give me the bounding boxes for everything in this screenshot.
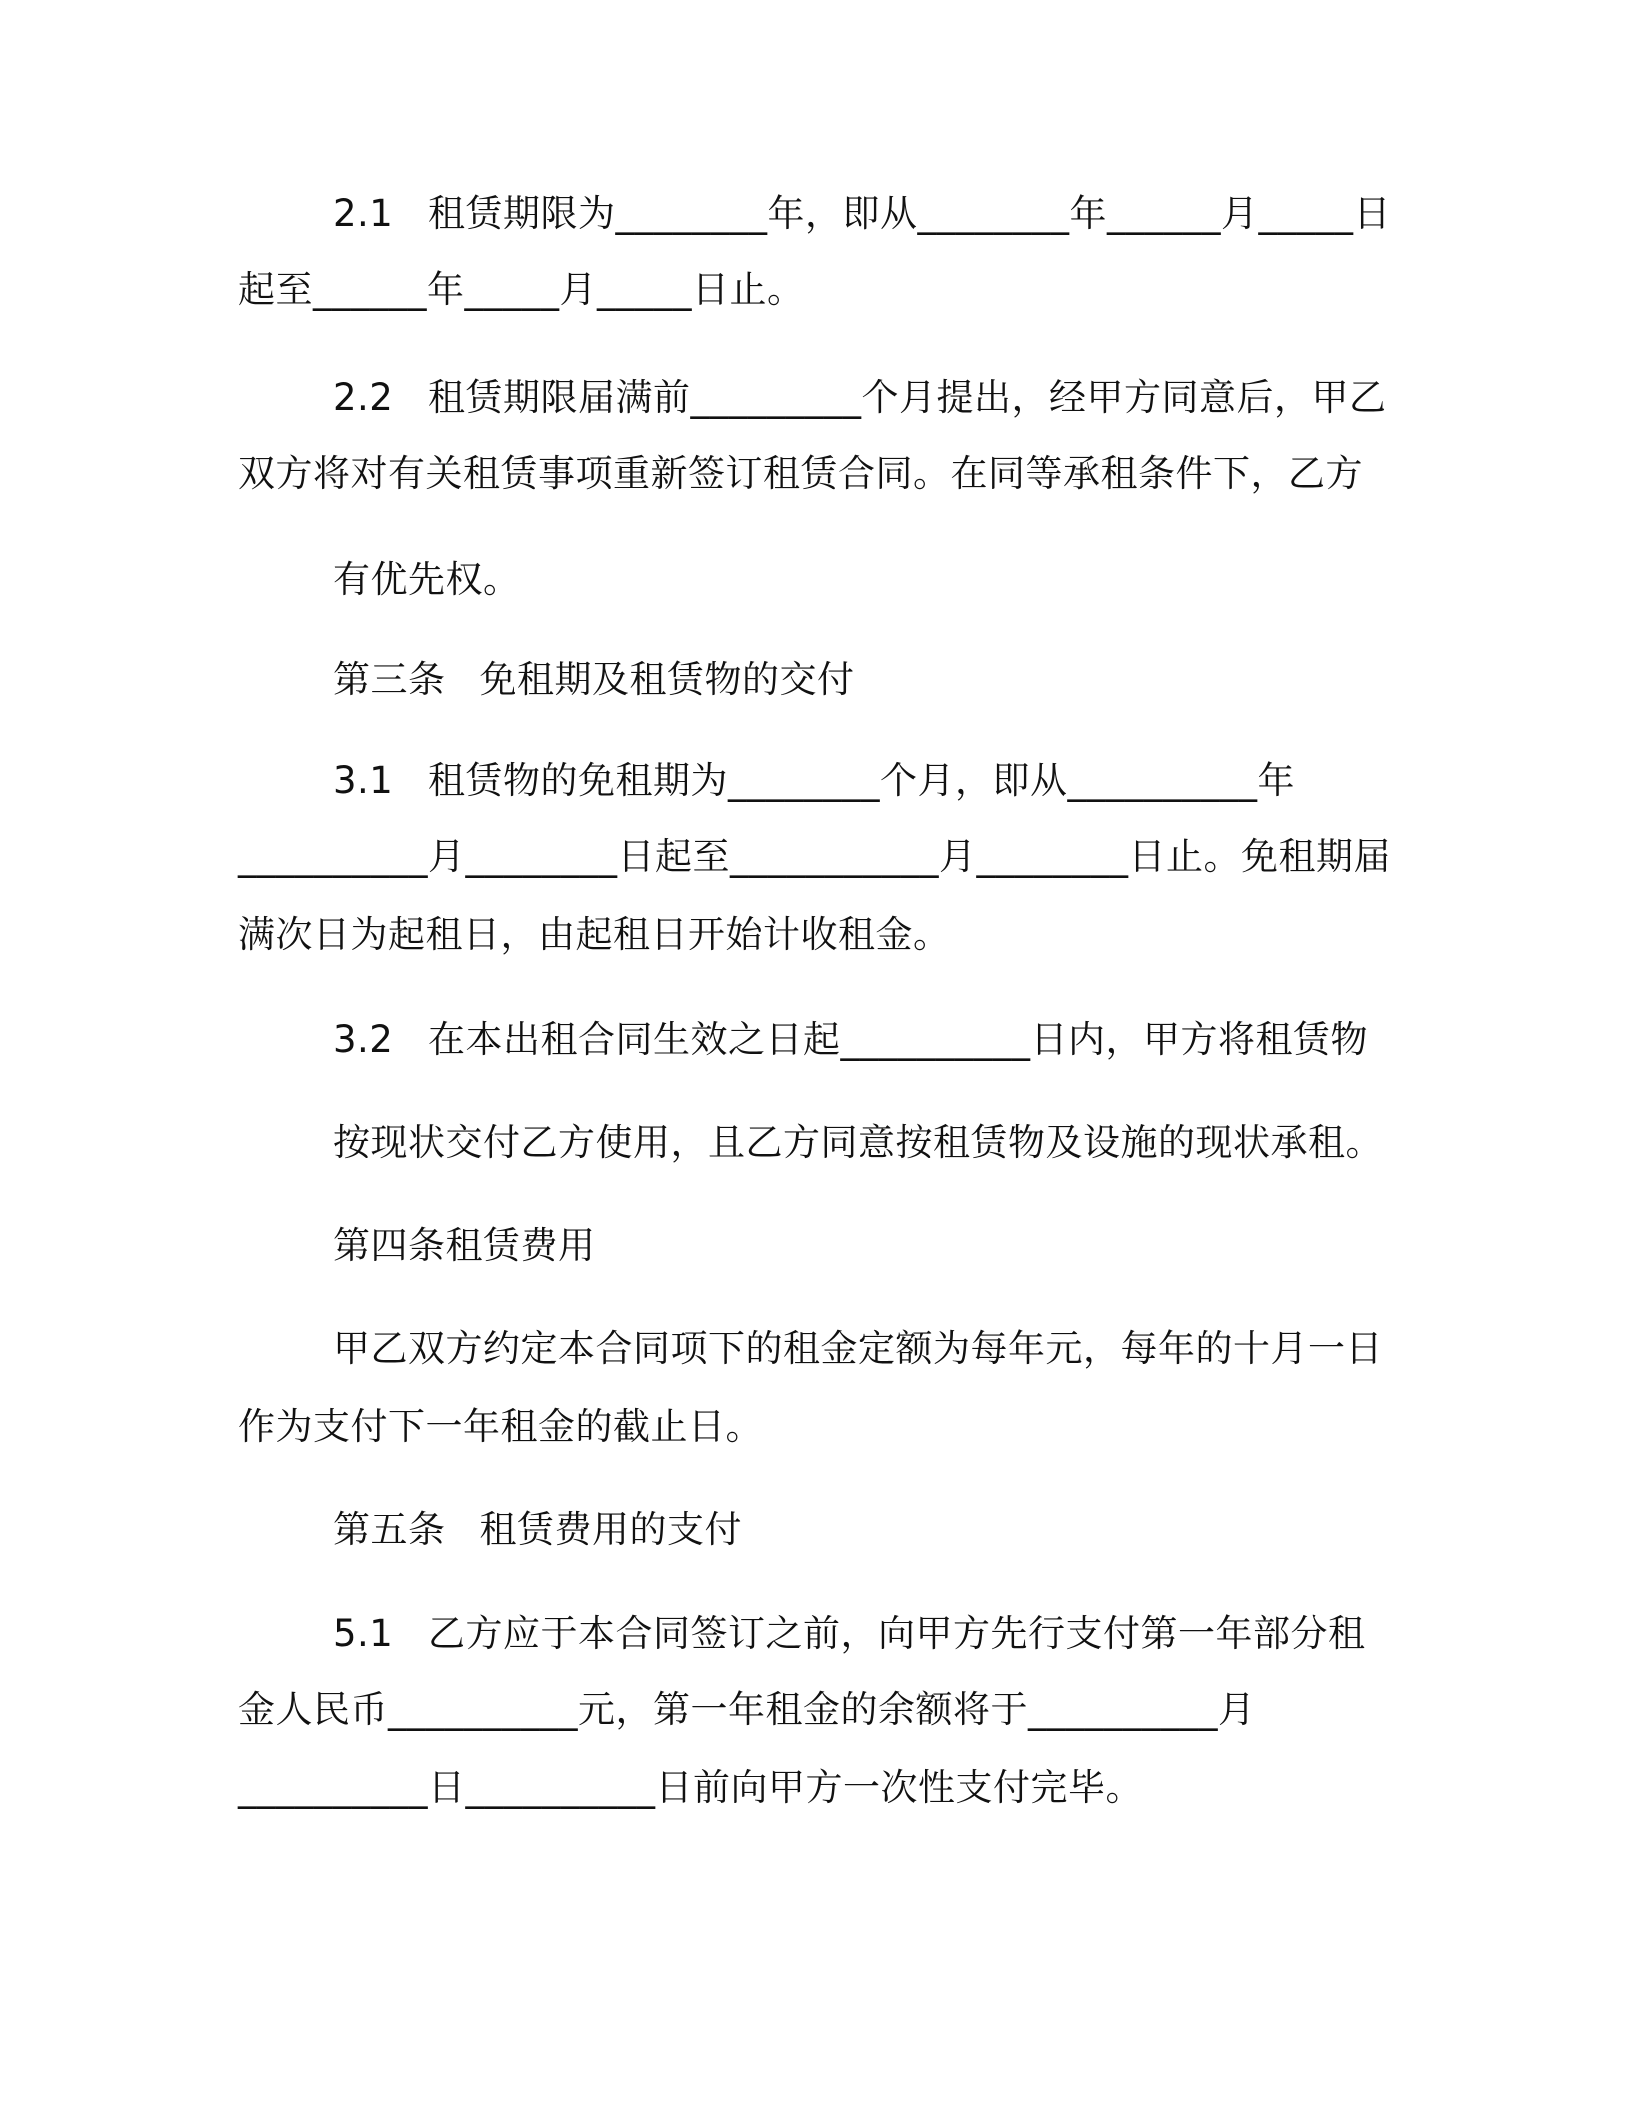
clause-3-1-line-3	[238, 911, 951, 959]
clause-text: 租赁期限为________年，即从________年______月_____日	[428, 192, 1391, 235]
clause-2-1-line-1	[333, 190, 1391, 238]
clause-5-1-line-2	[238, 1686, 1256, 1734]
article-5-heading	[333, 1506, 742, 1554]
clause-text: 双方将对有关租赁事项重新签订租赁合同。在同等承租条件下，乙方	[238, 452, 1363, 495]
article-title: 第四条租赁费用	[333, 1224, 596, 1267]
article-3-heading	[333, 656, 855, 704]
clause-number: 3.1	[333, 759, 394, 802]
clause-number: 5.1	[333, 1612, 394, 1655]
clause-3-2-line-2	[333, 1119, 1383, 1167]
clause-text: 有优先权。	[333, 558, 521, 601]
clause-5-1-line-3	[238, 1764, 1143, 1812]
article-number: 第五条	[333, 1508, 446, 1551]
clause-2-2-line-2	[238, 450, 1363, 498]
clause-text: 乙方应于本合同签订之前，向甲方先行支付第一年部分租	[428, 1612, 1366, 1655]
clause-text: 在本出租合同生效之日起__________日内，甲方将租赁物	[428, 1018, 1368, 1061]
article-title: 租赁费用的支付	[479, 1508, 742, 1551]
clause-2-1-line-2	[238, 266, 805, 314]
clause-text: 作为支付下一年租金的截止日。	[238, 1405, 763, 1448]
clause-2-2-line-1	[333, 374, 1387, 422]
article-4-line-2	[238, 1403, 763, 1451]
clause-number: 3.2	[333, 1018, 394, 1061]
article-number: 第三条	[333, 658, 446, 701]
article-4-line-1	[333, 1325, 1383, 1373]
article-title: 免租期及租赁物的交付	[479, 658, 855, 701]
clause-text: 租赁物的免租期为________个月，即从__________年	[428, 759, 1295, 802]
clause-text: 甲乙双方约定本合同项下的租金定额为每年元，每年的十月一日	[333, 1327, 1383, 1370]
clause-text: 起至______年_____月_____日止。	[238, 268, 805, 311]
clause-5-1-line-1	[333, 1610, 1366, 1658]
clause-2-2-line-3	[333, 556, 521, 604]
clause-3-1-line-2	[238, 833, 1391, 881]
clause-text: __________月________日起至___________月________日止。免租期届	[238, 835, 1391, 878]
clause-text: 金人民币__________元，第一年租金的余额将于__________月	[238, 1688, 1256, 1731]
clause-number: 2.1	[333, 192, 394, 235]
clause-text: __________日__________日前向甲方一次性支付完毕。	[238, 1766, 1143, 1809]
clause-number: 2.2	[333, 376, 394, 419]
article-4-heading	[333, 1222, 596, 1270]
clause-3-1-line-1	[333, 757, 1295, 805]
clause-text: 租赁期限届满前_________个月提出，经甲方同意后，甲乙	[428, 376, 1387, 419]
clause-text: 按现状交付乙方使用，且乙方同意按租赁物及设施的现状承租。	[333, 1121, 1383, 1164]
clause-3-2-line-1	[333, 1016, 1368, 1064]
clause-text: 满次日为起租日，由起租日开始计收租金。	[238, 913, 951, 956]
